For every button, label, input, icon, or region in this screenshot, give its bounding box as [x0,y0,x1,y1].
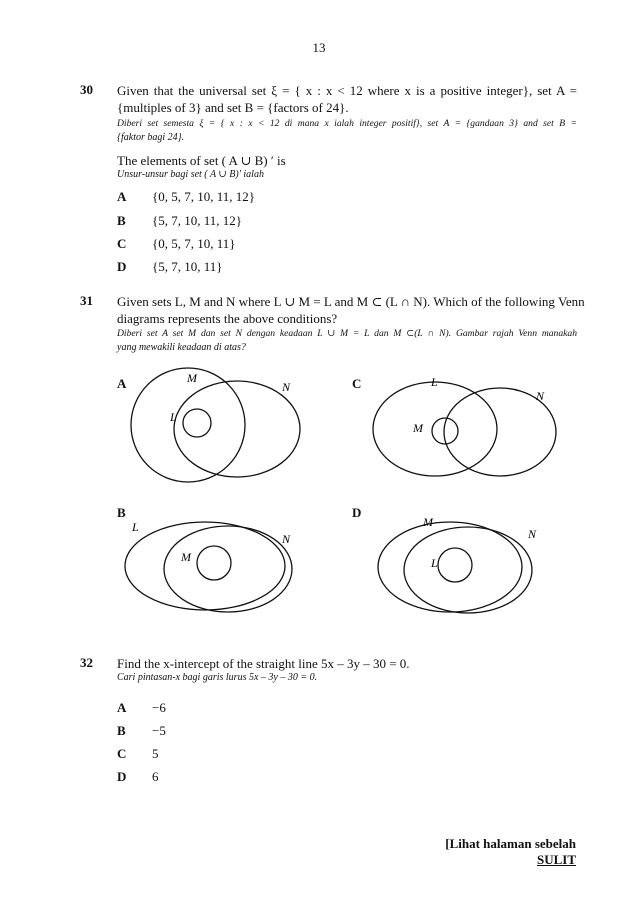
venn-d-set-n [404,527,532,613]
q30-english-line2: {multiples of 3} and set B = {factors of 24}. [117,100,349,115]
venn-c-set-l [373,382,497,476]
q32-option-d-letter: D [117,769,127,784]
q30-option-a-letter: A [117,189,127,204]
venn-diagram-a[interactable] [110,365,320,485]
venn-d-letter[interactable]: D [352,505,362,520]
footer-next-page: [Lihat halaman sebelah [445,836,576,851]
q31-malay-line1: Diberi set A set M dan set N dengan keadaan L ∪ M = L dan M ⊂(L ∩ N). Gambar rajah Venn manakah [117,328,577,339]
q32-option-b-letter: B [117,723,126,738]
venn-diagram-b[interactable] [110,510,310,630]
venn-d-set-m [378,522,522,612]
venn-b-label-m: M [181,550,191,564]
q32-option-c-letter: C [117,746,127,761]
venn-c-label-l: L [431,375,438,389]
venn-c-letter[interactable]: C [352,376,362,391]
venn-b-letter[interactable]: B [117,505,126,520]
q32-option-a-letter: A [117,700,127,715]
q30-option-d-letter: D [117,259,127,274]
venn-b-label-n: N [282,532,291,546]
q32-option-c-text[interactable]: 5 [152,746,159,761]
q30-prompt-malay: Unsur-unsur bagi set ( A ∪ B)′ ialah [117,169,264,180]
q30-option-a-text[interactable]: {0, 5, 7, 10, 11, 12} [152,189,255,204]
venn-d-label-n: N [528,527,537,541]
q30-option-d-text[interactable]: {5, 7, 10, 11} [152,259,223,274]
q32-option-a-text[interactable]: −6 [152,700,166,715]
venn-d-label-m: M [423,515,433,529]
page-number: 13 [312,40,326,55]
venn-b-set-m [197,546,231,580]
venn-a-letter[interactable]: A [117,376,127,391]
venn-a-label-n: N [282,380,291,394]
q30-option-b-text[interactable]: {5, 7, 10, 11, 12} [152,213,242,228]
q32-option-d-text[interactable]: 6 [152,769,159,784]
venn-a-label-l: L [170,410,177,424]
venn-b-set-l [125,522,285,610]
q30-english-line1: Given that the universal set ξ = { x : x < 12 where x is a positive integer}, set A = [117,83,577,98]
venn-a-set-l [183,409,211,437]
question-31-number: 31 [80,293,93,308]
venn-d-label-l: L [431,556,438,570]
q31-english-line2: diagrams represents the above conditions? [117,311,338,326]
q30-option-c-text[interactable]: {0, 5, 7, 10, 11} [152,236,236,251]
q30-prompt-english: The elements of set ( A ∪ B) ′ is [117,153,286,168]
q31-malay-line2: yang mewakili keadaan di atas? [117,342,246,353]
venn-diagram-c[interactable] [365,365,565,485]
q31-english-line1: Given sets L, M and N where L ∪ M = L and M ⊂ (L ∩ N). Which of the following Venn [117,294,585,309]
venn-b-set-n [164,526,292,612]
q30-malay-line2: {faktor bagi 24}. [117,132,185,143]
venn-diagram-d[interactable] [370,510,560,630]
question-32-number: 32 [80,655,93,670]
footer-sulit: SULIT [536,852,576,867]
q30-option-c-letter: C [117,236,127,251]
q32-option-b-text[interactable]: −5 [152,723,166,738]
venn-c-label-m: M [413,421,423,435]
q30-option-b-letter: B [117,213,126,228]
q32-malay: Cari pintasan-x bagi garis lurus 5x – 3y – 30 = 0. [117,672,318,683]
question-30-number: 30 [80,82,93,97]
venn-b-label-l: L [132,520,139,534]
q32-english: Find the x-intercept of the straight line 5x – 3y – 30 = 0. [117,656,410,671]
venn-c-label-n: N [536,389,545,403]
venn-a-set-m [131,368,245,482]
venn-a-label-m: M [187,371,197,385]
venn-d-set-l [438,548,472,582]
q30-malay-line1: Diberi set semesta ξ = { x : x < 12 di mana x ialah integer positif}, set A = {gandaan 3} and set B = [117,118,577,129]
